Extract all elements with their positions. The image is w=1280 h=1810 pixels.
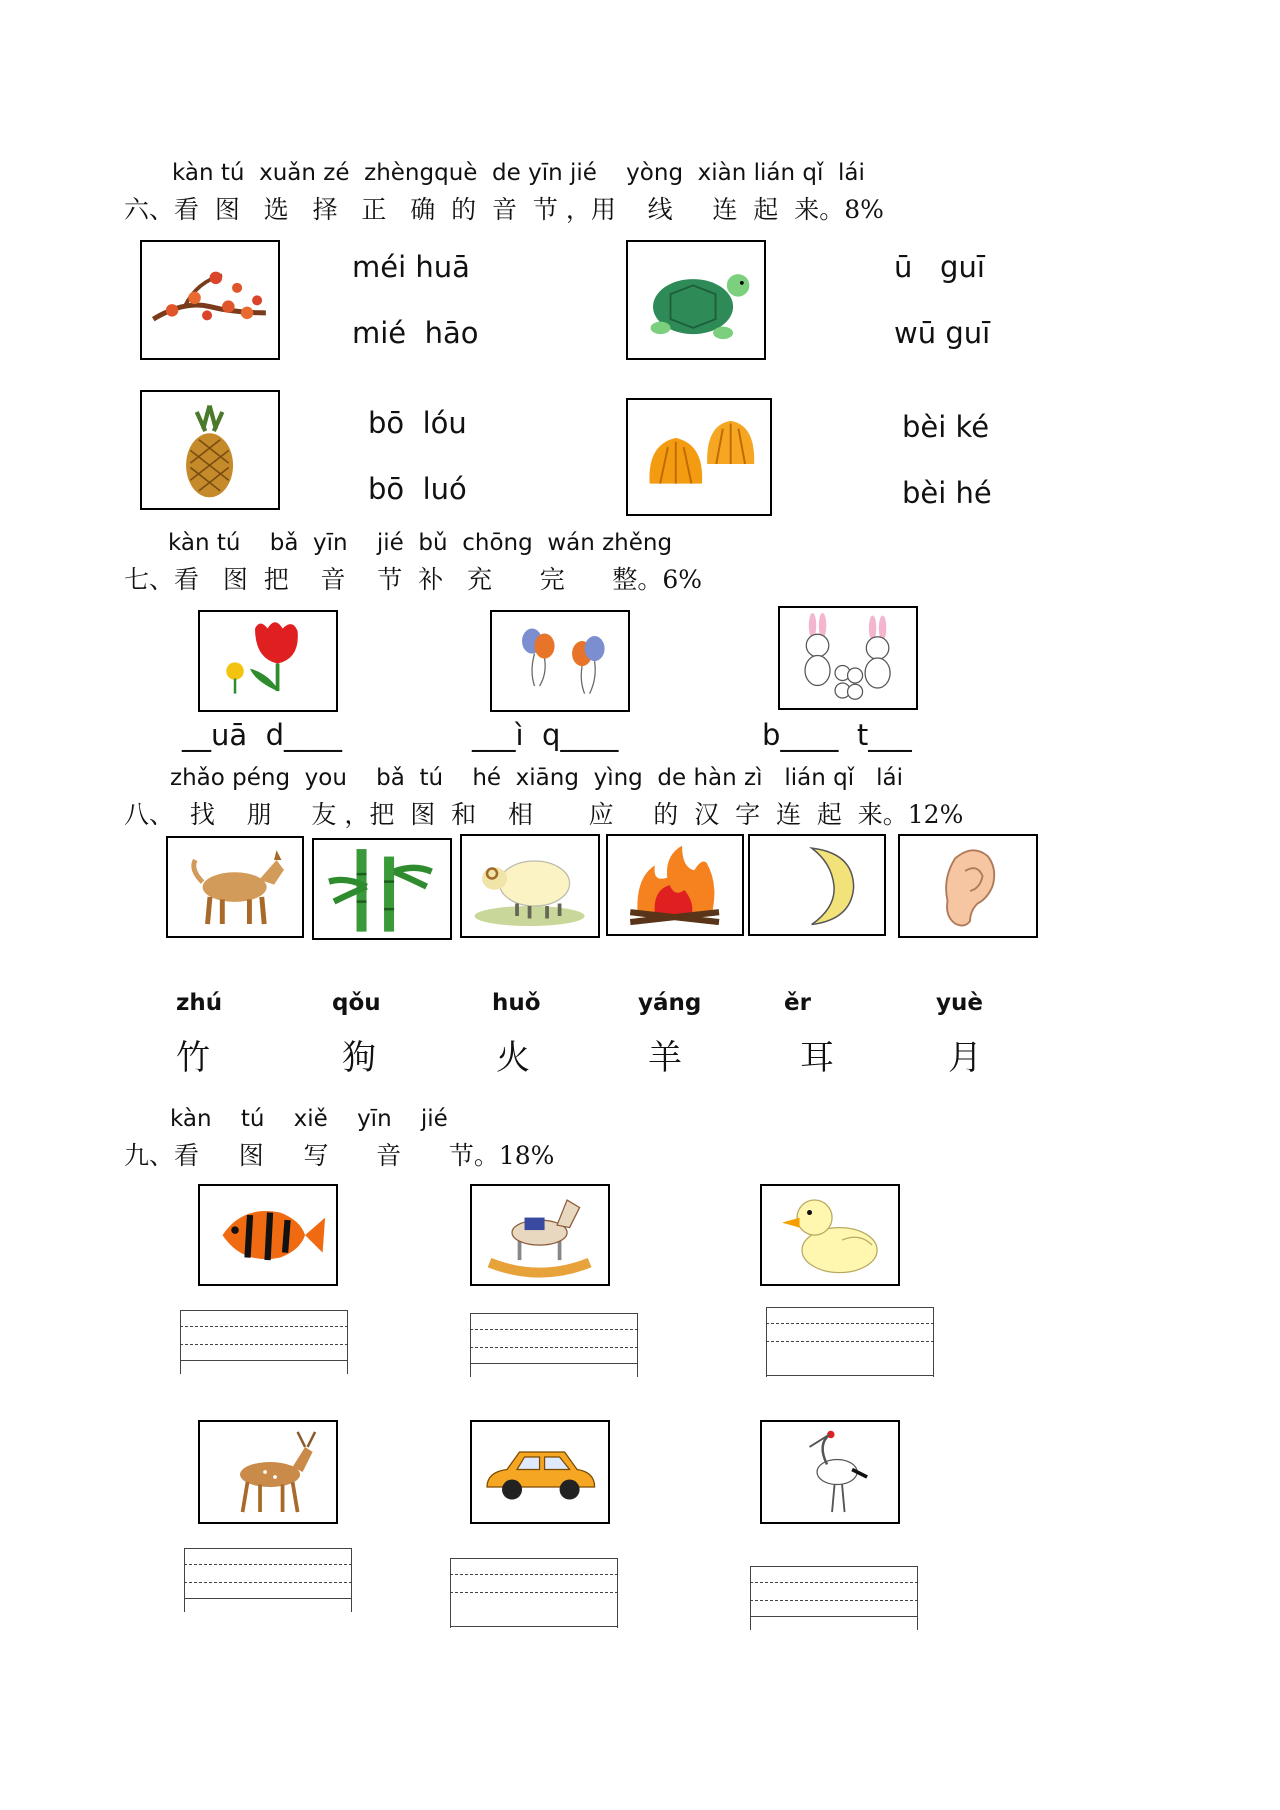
section9-pinyin: kàn tú xiě yīn jié: [170, 1106, 448, 1132]
tulip-picture: [198, 610, 338, 712]
writing-grid-deer[interactable]: [184, 1548, 352, 1612]
section8-pinyin: zhǎo péng you bǎ tú hé xiāng yìng de hàn zì lián qǐ lái: [170, 765, 903, 791]
option-mie-hao[interactable]: mié hāo: [352, 316, 479, 350]
writing-grid-fish[interactable]: [180, 1310, 348, 1374]
char-pinyin-zhu: zhú: [176, 990, 223, 1016]
option-bei-ke[interactable]: bèi ké: [902, 410, 990, 444]
crane-picture: [760, 1420, 900, 1524]
char-yue[interactable]: 月: [948, 1038, 982, 1078]
char-zhu[interactable]: 竹: [176, 1038, 210, 1078]
moon-picture: [748, 834, 886, 936]
option-bei-he[interactable]: bèi hé: [902, 476, 992, 510]
rocking-horse-picture: [470, 1184, 610, 1286]
fill-blank-balloon[interactable]: ___ì q____: [472, 718, 619, 752]
char-yang[interactable]: 羊: [648, 1038, 682, 1078]
option-bo-lou[interactable]: bō lóu: [368, 406, 467, 440]
duck-picture: [760, 1184, 900, 1286]
char-er[interactable]: 耳: [800, 1038, 834, 1078]
shell-picture: [626, 398, 772, 516]
fire-picture: [606, 834, 744, 936]
section6-pinyin: kàn tú xuǎn zé zhèngquè de yīn jié yòng xiàn lián qǐ lái: [172, 160, 865, 186]
ear-picture: [898, 834, 1038, 938]
writing-grid-crane[interactable]: [750, 1566, 918, 1630]
section7-title: 七、看 图 把 音 节 补 充 完 整。6%: [124, 565, 703, 594]
turtle-picture: [626, 240, 766, 360]
writing-grid-rocking-horse[interactable]: [470, 1313, 638, 1377]
dog-picture: [166, 836, 304, 938]
option-wu-gui[interactable]: wū guī: [894, 316, 991, 350]
deer-picture: [198, 1420, 338, 1524]
char-pinyin-er: ěr: [784, 990, 811, 1016]
rabbit-picture: [778, 606, 918, 710]
balloon-picture: [490, 610, 630, 712]
plum-blossom-picture: [140, 240, 280, 360]
fill-blank-rabbit[interactable]: b____ t___: [762, 718, 912, 752]
bamboo-picture: [312, 838, 452, 940]
char-pinyin-yue: yuè: [936, 990, 983, 1016]
fish-picture: [198, 1184, 338, 1286]
car-picture: [470, 1420, 610, 1524]
section8-title: 八、 找 朋 友 ，把 图 和 相 应 的 汉 字 连 起 来。12%: [124, 800, 964, 829]
section6-title: 六、看 图 选 择 正 确 的 音 节 ，用 线 连 起 来。8%: [124, 195, 884, 224]
char-huo[interactable]: 火: [496, 1038, 530, 1078]
writing-grid-duck[interactable]: [766, 1307, 934, 1377]
sheep-picture: [460, 834, 600, 938]
char-pinyin-huo: huǒ: [492, 990, 541, 1016]
char-pinyin-gou: qǒu: [332, 990, 381, 1016]
section7-pinyin: kàn tú bǎ yīn jié bǔ chōng wán zhěng: [168, 530, 673, 556]
option-u-gui[interactable]: ū guī: [894, 250, 985, 284]
writing-grid-car[interactable]: [450, 1558, 618, 1628]
fill-blank-tulip[interactable]: __uā d____: [182, 718, 342, 752]
option-mei-hua[interactable]: méi huā: [352, 250, 470, 284]
char-pinyin-yang: yáng: [638, 990, 702, 1016]
option-bo-luo[interactable]: bō luó: [368, 472, 467, 506]
section9-title: 九、看 图 写 音 节。18%: [124, 1141, 555, 1170]
char-gou[interactable]: 狗: [342, 1038, 376, 1078]
pineapple-picture: [140, 390, 280, 510]
